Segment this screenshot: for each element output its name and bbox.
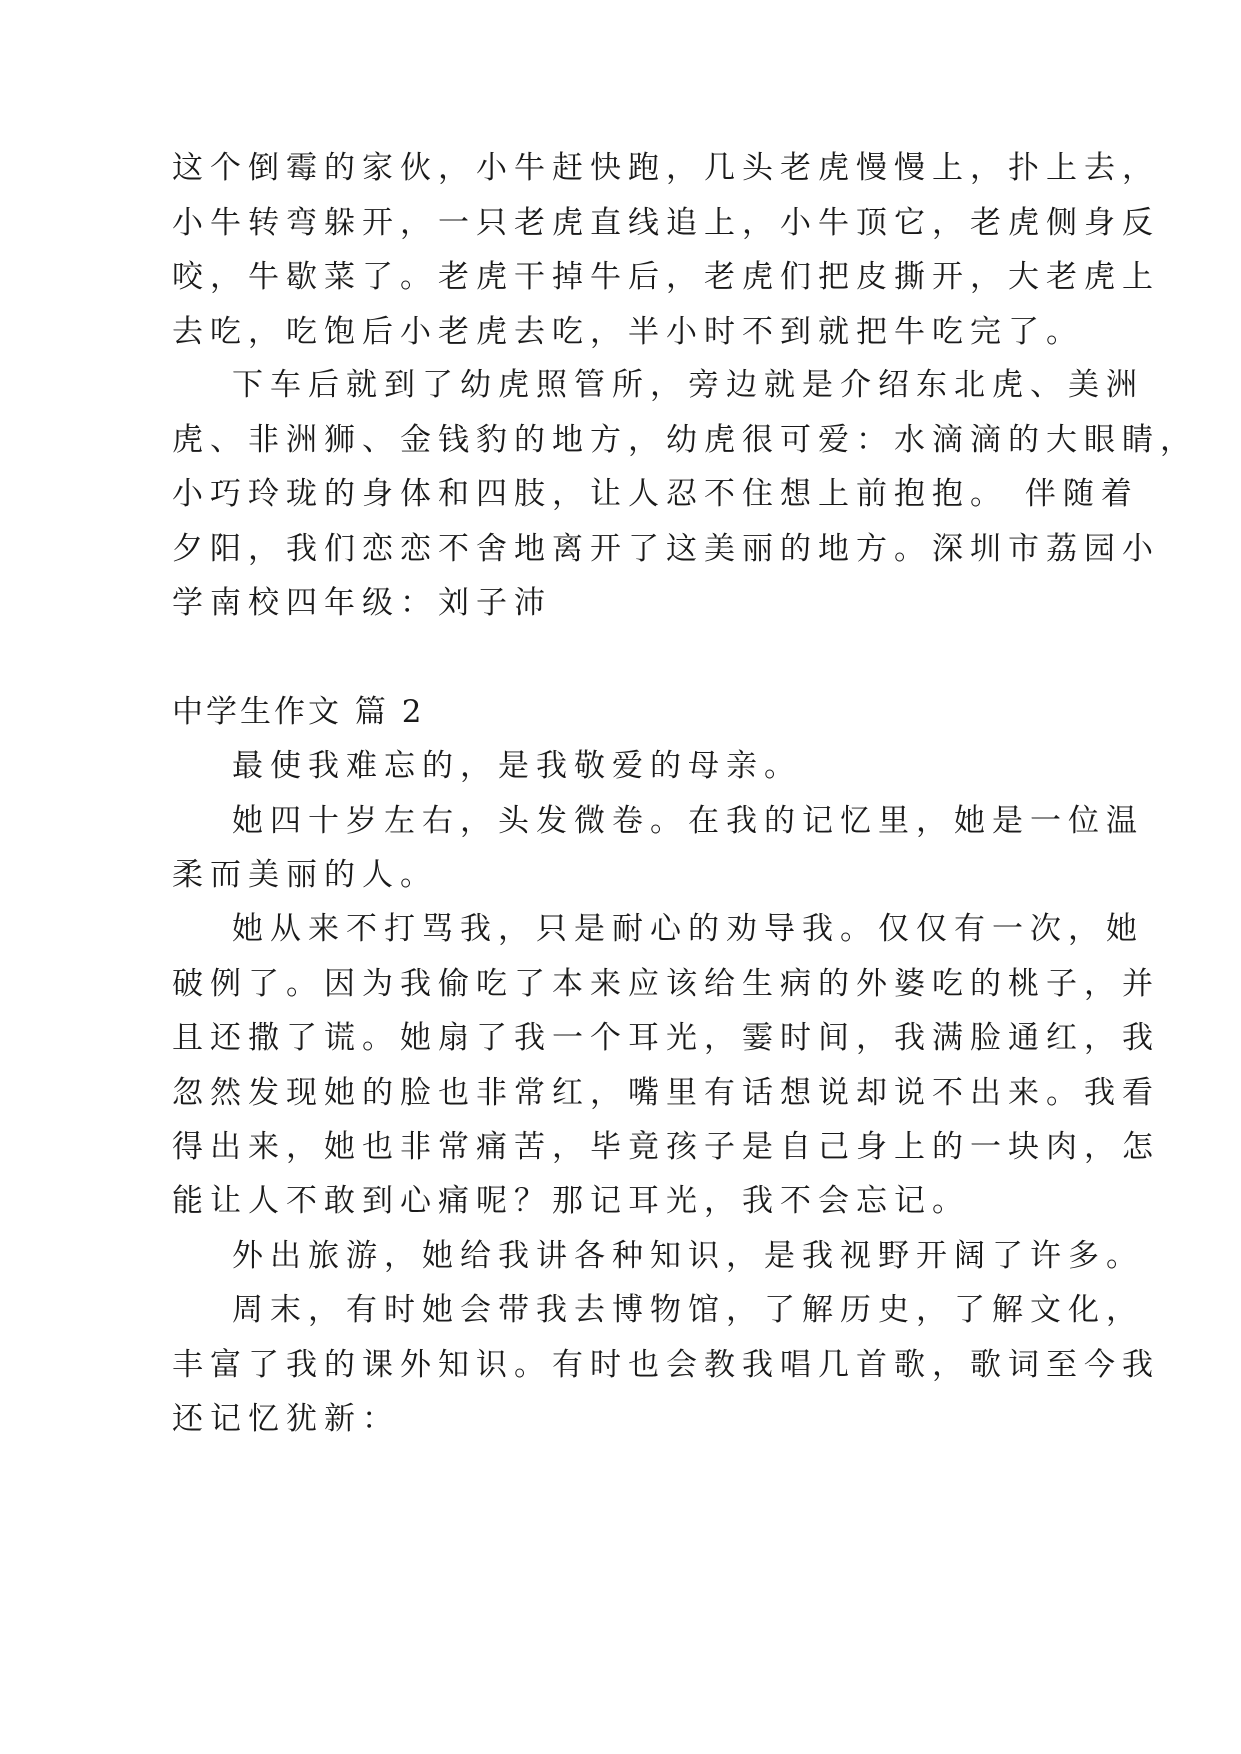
text-line: 小牛转弯躲开，一只老虎直线追上，小牛顶它，老虎侧身反 xyxy=(172,205,1160,241)
text-line: 破例了。因为我偷吃了本来应该给生病的外婆吃的桃子，并 xyxy=(172,966,1160,1002)
text-line: 得出来，她也非常痛苦，毕竟孩子是自己身上的一块肉，怎 xyxy=(172,1129,1160,1165)
text-line: 去吃，吃饱后小老虎去吃，半小时不到就把牛吃完了。 xyxy=(172,314,1084,350)
paragraph-first-line: 最使我难忘的，是我敬爱的母亲。 xyxy=(232,748,802,784)
text-line: 丰富了我的课外知识。有时也会教我唱几首歌，歌词至今我 xyxy=(172,1347,1160,1383)
text-line: 柔而美丽的人。 xyxy=(172,857,438,893)
text-line: 学南校四年级：刘子沛 xyxy=(172,585,552,621)
paragraph-first-line: 她从来不打骂我，只是耐心的劝导我。仅仅有一次，她 xyxy=(232,911,1144,947)
paragraph-first-line: 她四十岁左右，头发微卷。在我的记忆里，她是一位温 xyxy=(232,803,1144,839)
text-line: 还记忆犹新： xyxy=(172,1401,400,1437)
text-line: 虎、非洲狮、金钱豹的地方，幼虎很可爱：水滴滴的大眼睛， xyxy=(172,422,1198,458)
paragraph-first-line: 外出旅游，她给我讲各种知识，是我视野开阔了许多。 xyxy=(232,1238,1144,1274)
text-line: 忽然发现她的脸也非常红，嘴里有话想说却说不出来。我看 xyxy=(172,1075,1160,1111)
text-line: 小巧玲珑的身体和四肢，让人忍不住想上前抱抱。 伴随着 xyxy=(172,476,1139,512)
section-heading: 中学生作文 篇 2 xyxy=(172,694,425,730)
text-line: 夕阳，我们恋恋不舍地离开了这美丽的地方。深圳市荔园小 xyxy=(172,531,1160,567)
text-line: 这个倒霉的家伙，小牛赶快跑，几头老虎慢慢上，扑上去， xyxy=(172,150,1160,186)
text-line: 且还撒了谎。她扇了我一个耳光，霎时间，我满脸通红，我 xyxy=(172,1020,1160,1056)
text-line: 咬，牛歇菜了。老虎干掉牛后，老虎们把皮撕开，大老虎上 xyxy=(172,259,1160,295)
paragraph-first-line: 周末，有时她会带我去博物馆，了解历史，了解文化， xyxy=(232,1292,1144,1328)
paragraph-first-line: 下车后就到了幼虎照管所，旁边就是介绍东北虎、美洲 xyxy=(232,367,1144,403)
text-line: 能让人不敢到心痛呢？那记耳光，我不会忘记。 xyxy=(172,1183,970,1219)
